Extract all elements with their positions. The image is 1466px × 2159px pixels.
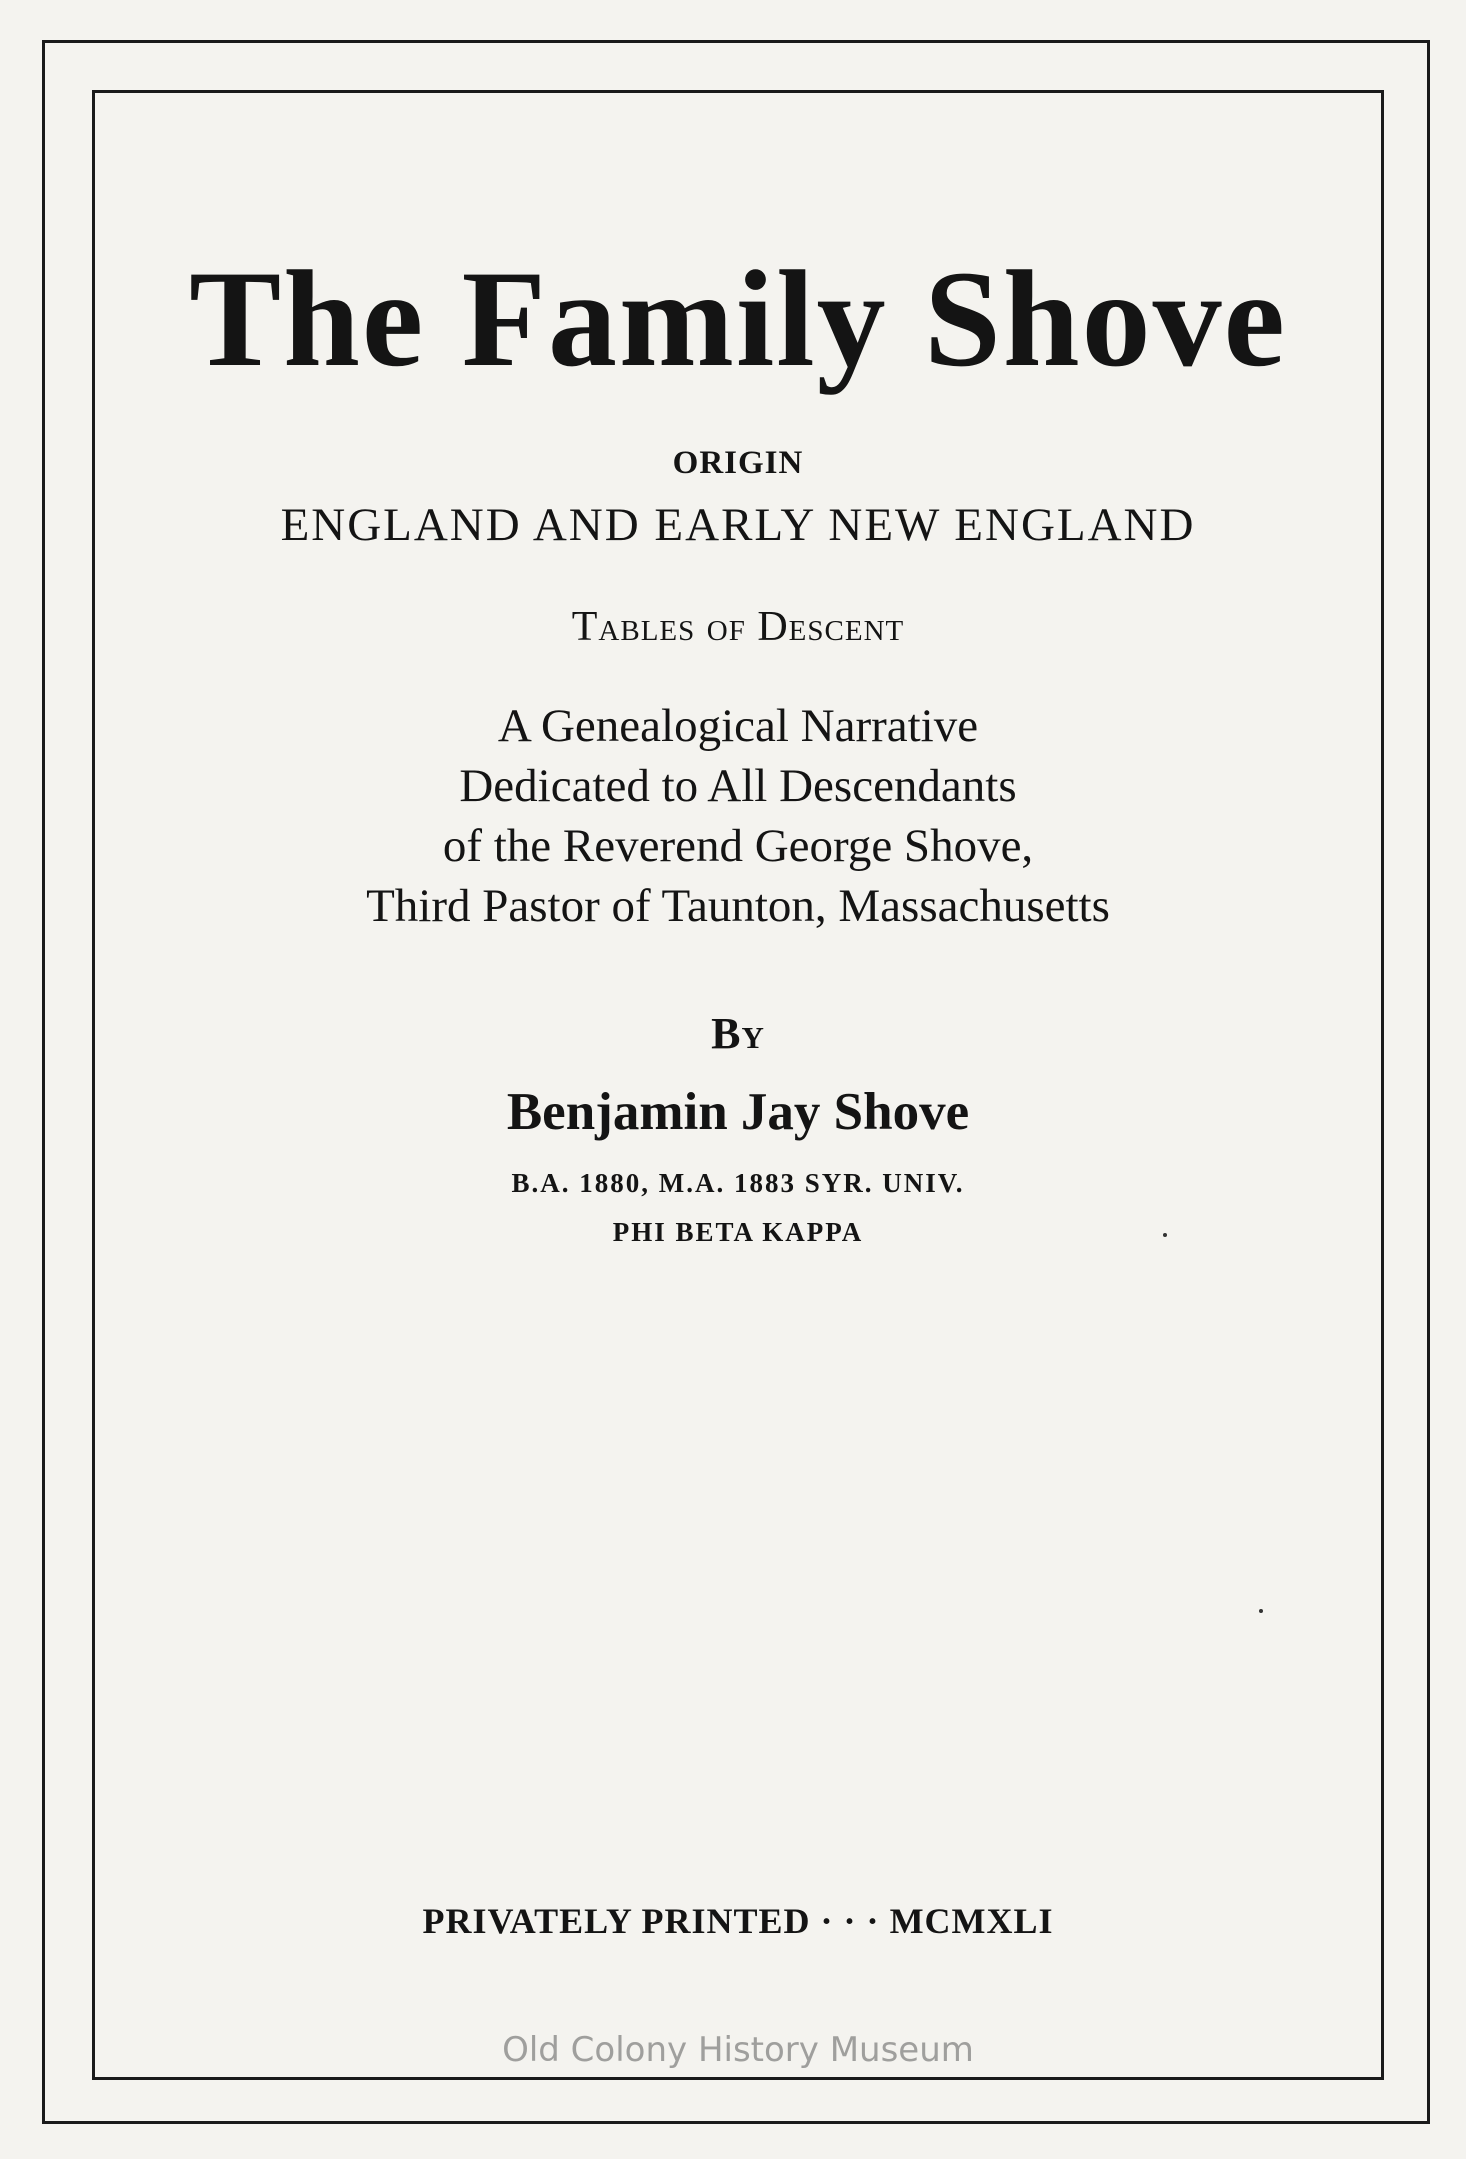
author-degrees: B.A. 1880, M.A. 1883 SYR. UNIV.	[511, 1168, 965, 1198]
dedication-block	[92, 696, 1384, 936]
author-society: PHI BETA KAPPA	[612, 1217, 864, 1247]
tables-of-descent-heading: Tables of Descent	[571, 604, 905, 650]
dedication-line-2: Dedicated to All Descendants	[459, 760, 1017, 812]
book-title: The Family Shove	[189, 242, 1287, 395]
museum-watermark: Old Colony History Museum	[502, 2030, 974, 2070]
paper-speck	[1163, 1233, 1167, 1237]
imprint-line: PRIVATELY PRINTED · · · MCMXLI	[422, 1901, 1054, 1941]
dedication-line-1: A Genealogical Narrative	[497, 700, 979, 752]
regions-subtitle: ENGLAND AND EARLY NEW ENGLAND	[280, 499, 1196, 551]
origin-label: ORIGIN	[672, 445, 804, 481]
dedication-line-3: of the Reverend George Shove,	[442, 820, 1034, 872]
by-label: By	[711, 1009, 765, 1058]
paper-speck	[1259, 1609, 1263, 1613]
dedication-line-4: Third Pastor of Taunton, Massachusetts	[366, 880, 1110, 932]
author-name: Benjamin Jay Shove	[506, 1083, 970, 1141]
